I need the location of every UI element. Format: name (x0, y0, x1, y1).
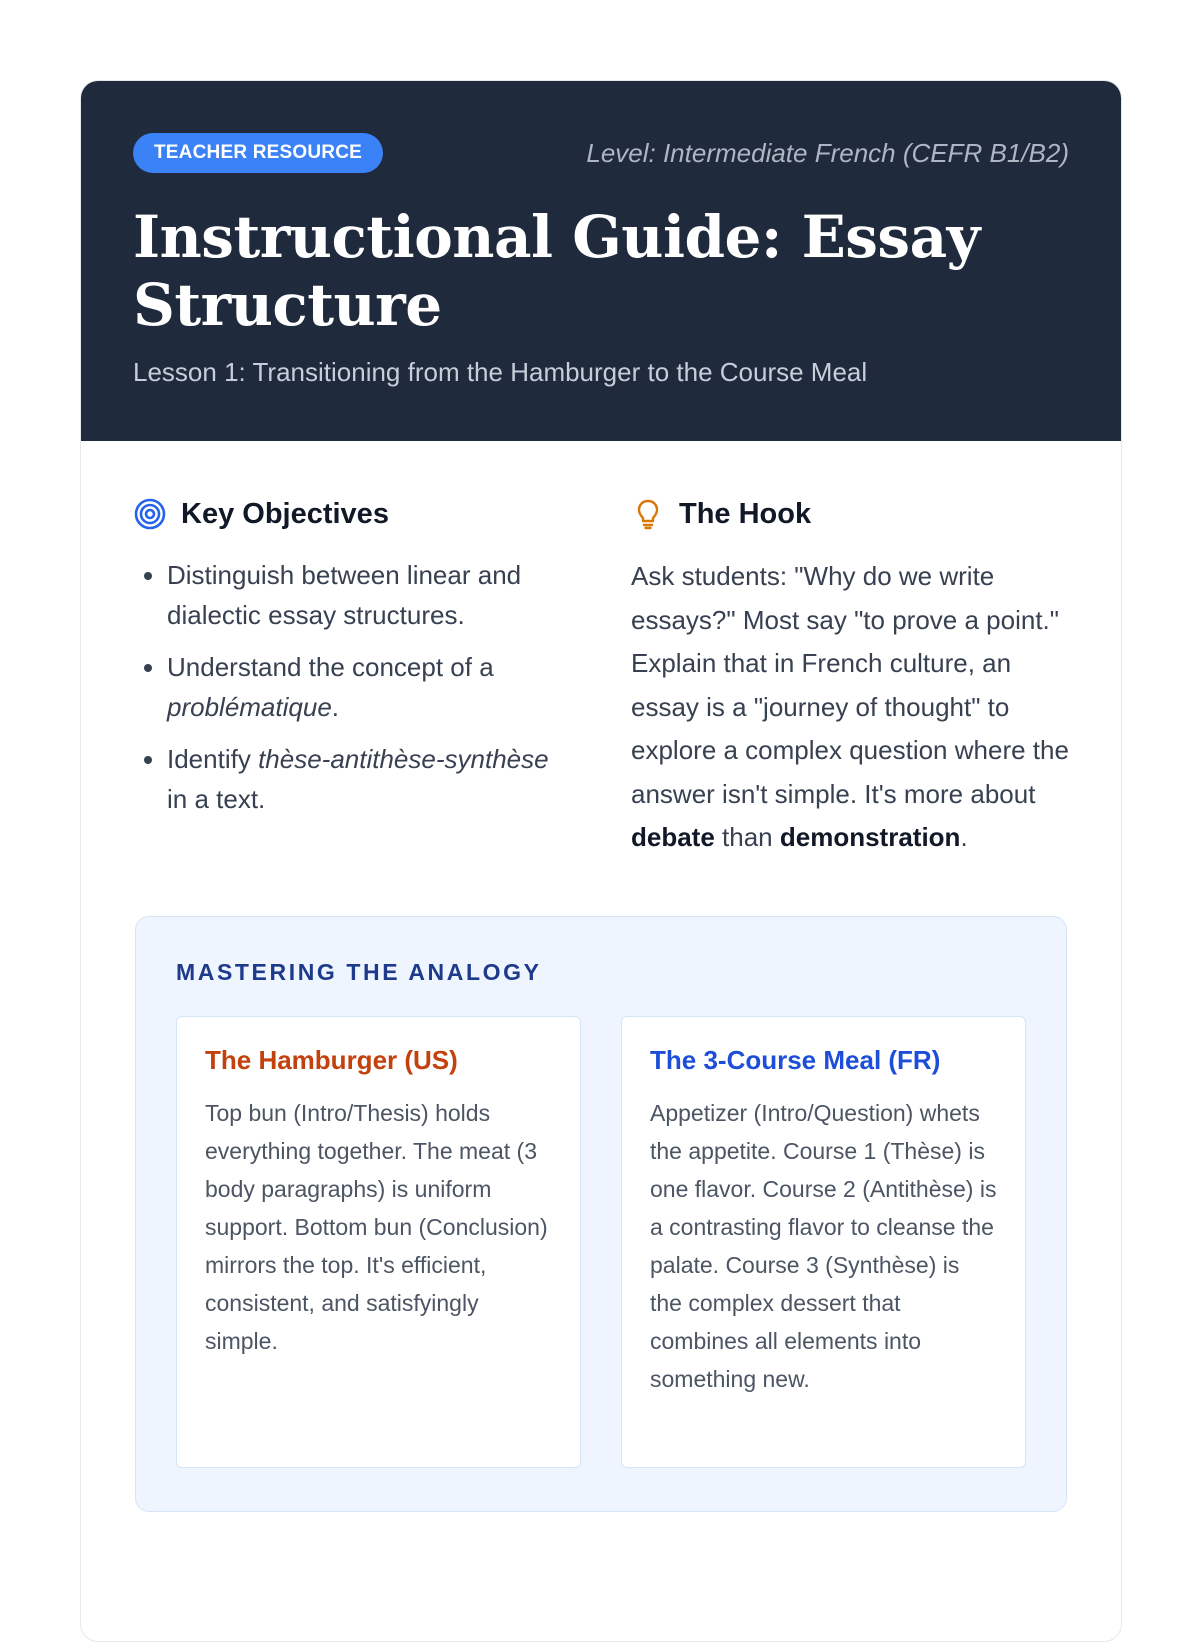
hook-heading: The Hook (679, 497, 812, 530)
hook-section (631, 497, 1069, 860)
objective-item: • Understand the concept of a problématique. (167, 647, 571, 727)
intro-columns (81, 441, 1121, 860)
header-banner (81, 81, 1121, 441)
analogy-cards (176, 1016, 1026, 1468)
objective-item: • Identify thèse-antithèse-synthèse in a text. (167, 739, 571, 819)
objectives-section (133, 497, 571, 860)
hook-text: Ask students: "Why do we write essays?" Most say "to prove a point." Explain that in French culture, an essay is a "journey of thought" to explore a complex question where the answer isn't simple. It's more about debate than demonstration. (631, 561, 1069, 852)
lightbulb-icon (631, 497, 665, 531)
course-meal-heading: The 3-Course Meal (FR) (650, 1044, 941, 1075)
analogy-title: MASTERING THE ANALOGY (176, 958, 542, 985)
hook-header (631, 497, 1069, 531)
hamburger-body: Top bun (Intro/Thesis) holds everything together. The meat (3 body paragraphs) is uniform support. Bottom bun (Conclusion) mirrors the top. It's efficient, consistent, and satisfyingly simple. (205, 1099, 548, 1354)
hamburger-heading: The Hamburger (US) (205, 1044, 458, 1075)
analogy-panel (135, 916, 1067, 1512)
target-icon (133, 497, 167, 531)
resource-badge: TEACHER RESOURCE (133, 133, 383, 173)
course-meal-body: Appetizer (Intro/Question) whets the appetite. Course 1 (Thèse) is one flavor. Course 2 (Antithèse) is a contrasting flavor to cleanse the palate. Course 3 (Synthèse) is the complex dessert that combines all elements into something new. (650, 1099, 997, 1392)
hamburger-card (176, 1016, 581, 1468)
objective-item: • Distinguish between linear and dialectic essay structures. (167, 555, 571, 635)
header-top-row (133, 133, 1069, 173)
page-subtitle: Lesson 1: Transitioning from the Hamburger to the Course Meal (133, 357, 868, 387)
level-label: Level: Intermediate French (CEFR B1/B2) (586, 137, 1069, 168)
page-title: Instructional Guide: Essay Structure (133, 203, 980, 339)
objectives-header (133, 497, 571, 531)
course-meal-card (621, 1016, 1026, 1468)
guide-card (80, 80, 1122, 1642)
objectives-heading: Key Objectives (181, 497, 389, 530)
objectives-list (133, 555, 571, 819)
